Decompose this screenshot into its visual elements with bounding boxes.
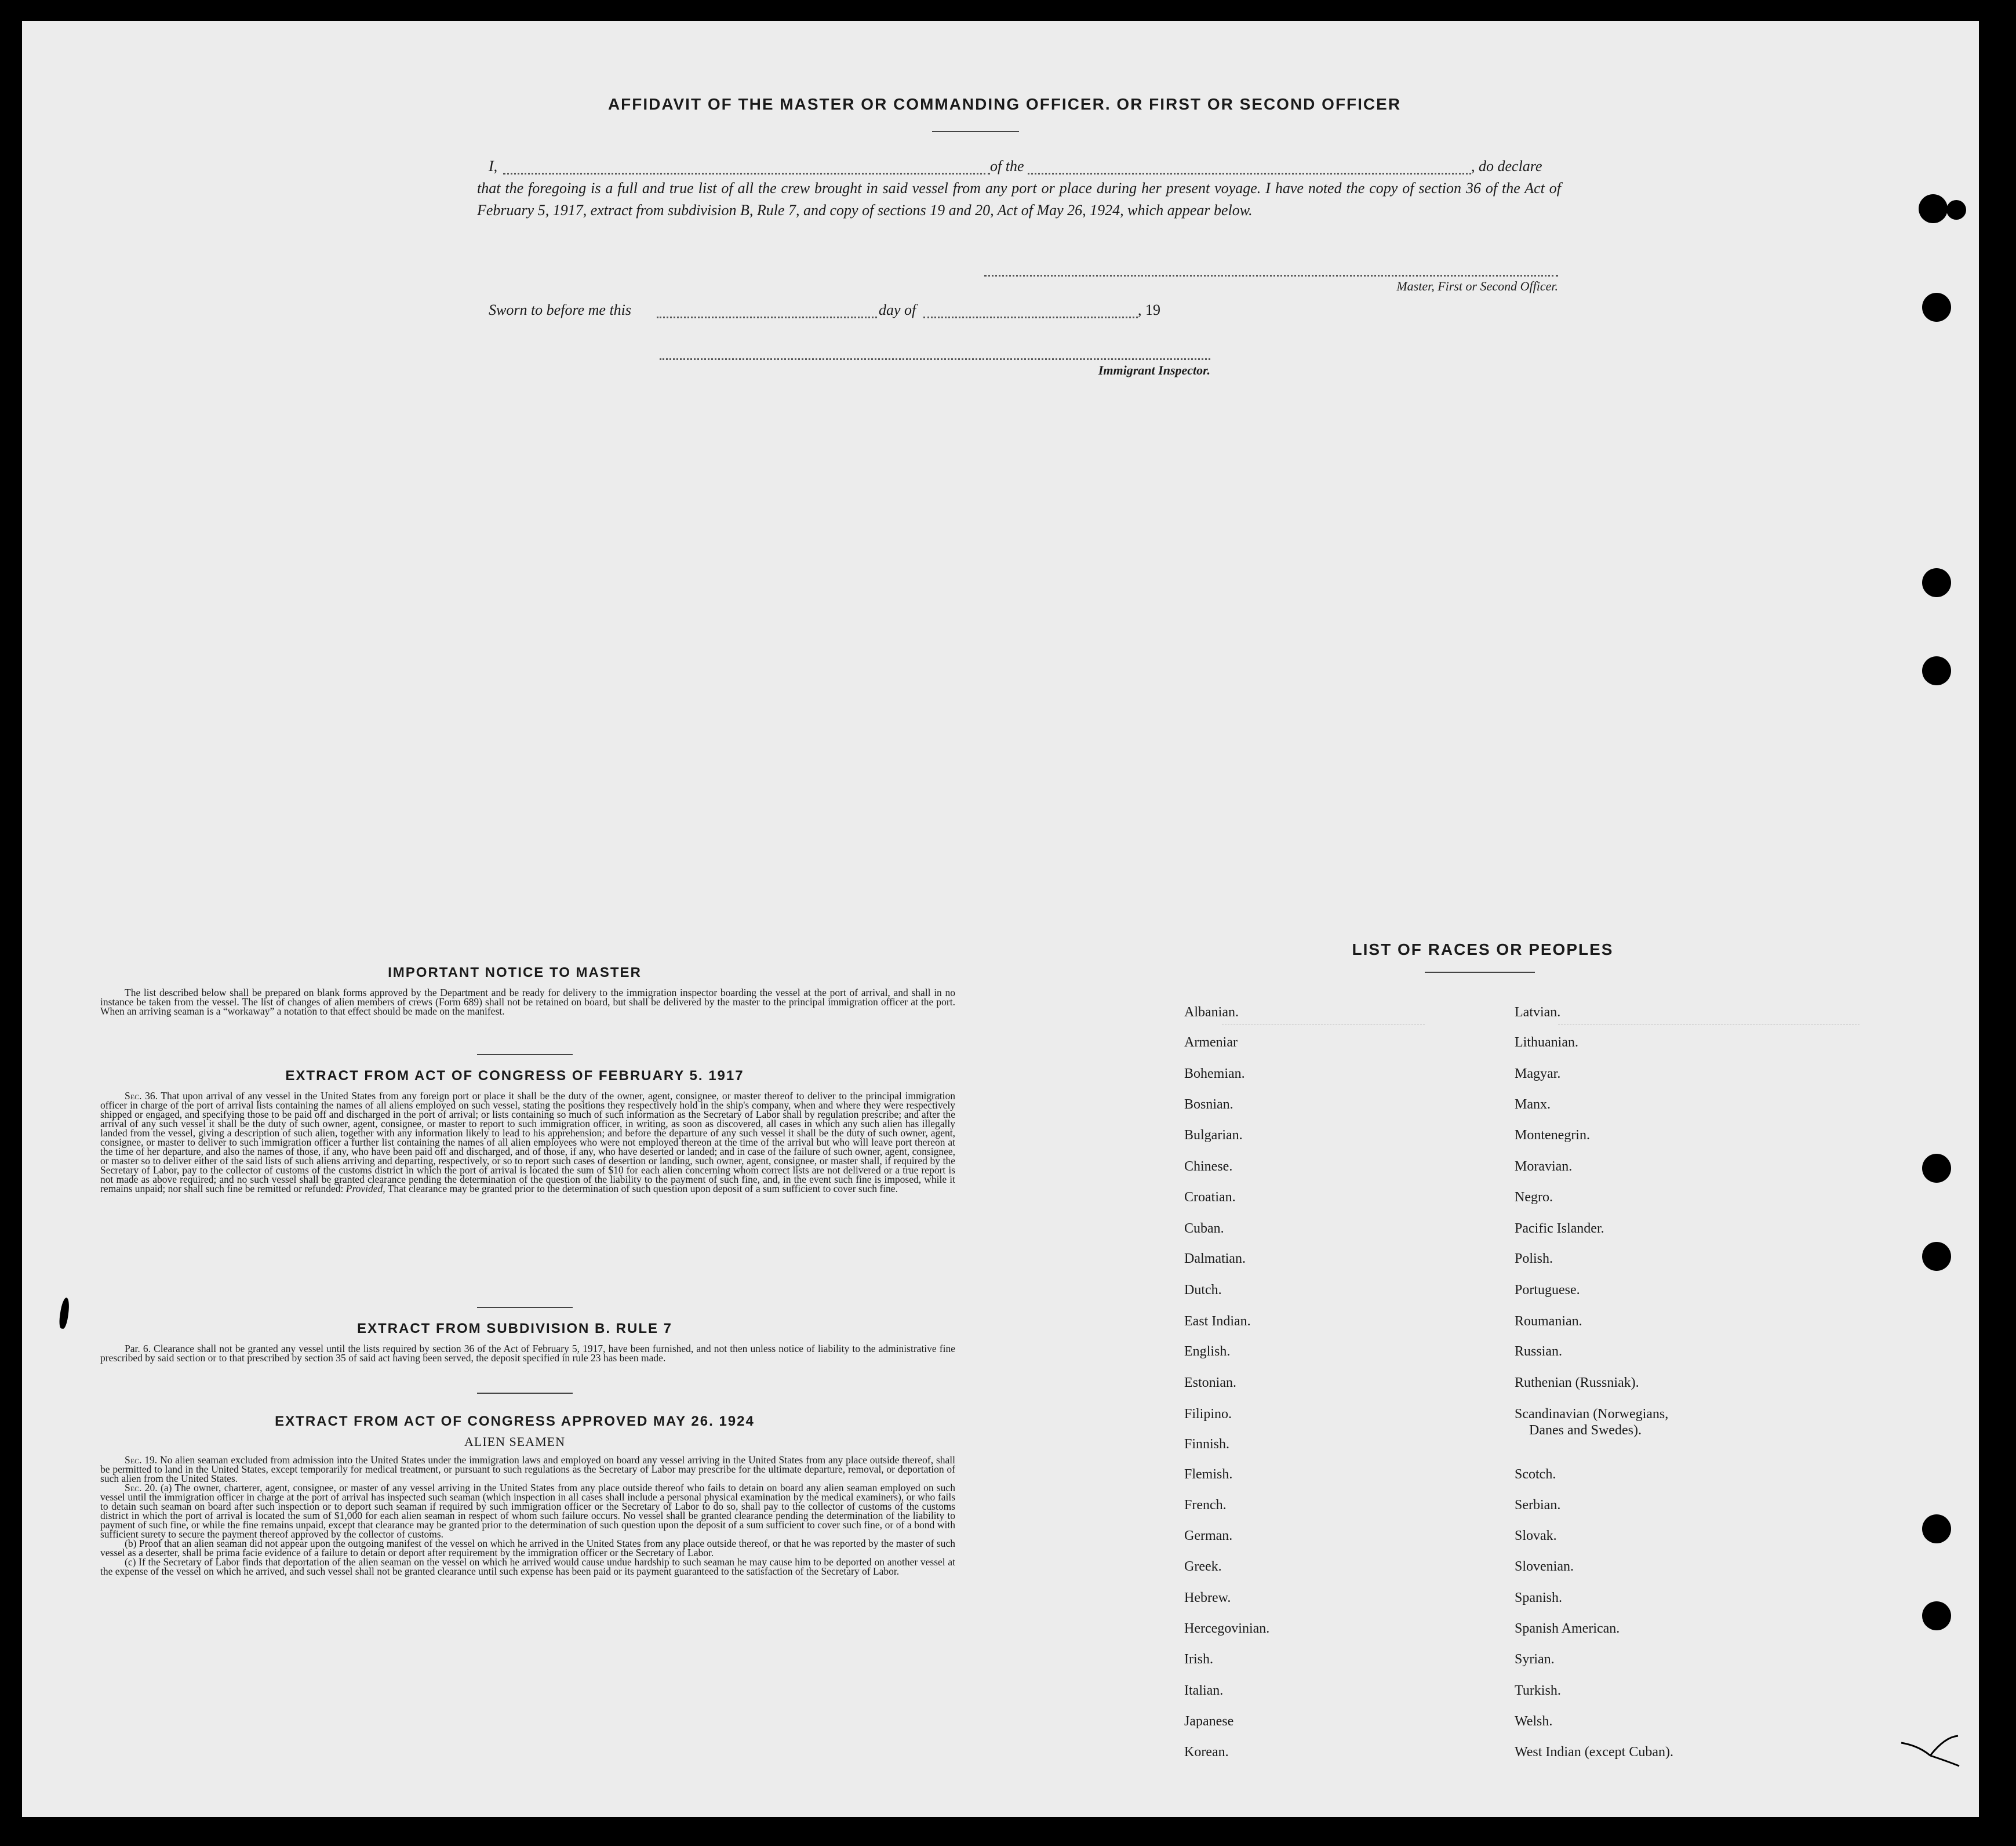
sworn-month-line <box>923 317 1138 318</box>
sec-19-label: Sec. 19. <box>125 1454 158 1466</box>
race-left-item: Dalmatian. <box>1184 1251 1246 1266</box>
sworn-label: Sworn to before me this <box>489 301 632 318</box>
affidavit-title-rule <box>932 131 1019 132</box>
extract-1917-section <box>100 1091 955 1193</box>
race-right-item: Spanish American. <box>1515 1621 1620 1636</box>
punch-hole-4 <box>1922 656 1951 685</box>
race-right-item: Scandinavian (Norwegians, <box>1515 1407 1669 1422</box>
sec-19-paragraph <box>100 1455 955 1483</box>
race-right-item: Slovak. <box>1515 1528 1557 1543</box>
inspector-signature-line <box>660 358 1210 360</box>
race-left-item: Bulgarian. <box>1184 1128 1243 1143</box>
sec-19-text: No alien seaman excluded from admission into the United States under the immigration laws and employed on board any vessel arriving in the United States from any place outside thereof, shall be permitted to land in the United States, except temporarily for medical treatment, or pursuant to such regulations as the Secretary of Labor may prescribe for the ultimate departure, removal, or deportation of such alien from the United States. <box>100 1454 956 1484</box>
race-left-item: Armeniar <box>1184 1035 1238 1050</box>
sworn-day-line <box>657 317 877 318</box>
race-left-item: Cuban. <box>1184 1221 1224 1236</box>
notice-rule <box>477 1054 573 1055</box>
race-left-item: Hercegovinian. <box>1184 1621 1270 1636</box>
race-right-item: Magyar. <box>1515 1066 1561 1081</box>
punch-hole-7 <box>1922 1514 1951 1543</box>
notice-section <box>100 988 955 1016</box>
affidavit-body: that the foregoing is a full and true list of all the crew brought in said vessel from any port or place during her present voyage. I have noted the copy of section 36 of the Act of February 5, 1917, extract from subdivision B, Rule 7, and copy of sections 19 and 20, Act of May 26, 1924, which appear below. <box>477 180 1561 219</box>
affidavit-do-declare: , do declare <box>1471 158 1542 175</box>
race-left-item: German. <box>1184 1528 1233 1543</box>
race-right-item: Roumanian. <box>1515 1314 1582 1329</box>
rule-7-title: EXTRACT FROM SUBDIVISION B. RULE 7 <box>356 1321 673 1336</box>
race-right-item: Pacific Islander. <box>1515 1221 1604 1236</box>
race-right-item: Turkish. <box>1515 1683 1561 1698</box>
race-left-item: East Indian. <box>1184 1314 1251 1329</box>
punch-hole-5 <box>1922 1154 1951 1183</box>
race-left-item: Estonian. <box>1184 1375 1236 1390</box>
race-right-item: Slovenian. <box>1515 1559 1574 1574</box>
race-right-item: Spanish. <box>1515 1590 1563 1605</box>
rule-7-rule <box>477 1393 573 1394</box>
master-signature-label: Master, First or Second Officer. <box>1396 279 1558 293</box>
extract-1917-rule <box>477 1307 573 1308</box>
rule-7-section <box>100 1344 955 1362</box>
punch-hole-1 <box>1919 194 1948 223</box>
sec-20c-paragraph: (c) If the Secretary of Labor finds that deportation of the alien seaman on the vessel on which he arrived would cause undue hardship to such seaman he may cause him to be deported on another vessel at the expense of the vessel on which he arrived, and such vessel shall not be granted clearance until such expense has been paid or its payment guaranteed to the satisfaction of the Secretary of Labor. <box>100 1556 955 1577</box>
race-left-item: Filipino. <box>1184 1407 1232 1422</box>
sec-36-label: Sec. 36. <box>125 1090 158 1102</box>
notice-title: IMPORTANT NOTICE TO MASTER <box>388 965 642 980</box>
affidavit-i-label: I, <box>489 158 498 175</box>
sec-20-text: (a) The owner, charterer, agent, consignee, or master of any vessel arriving in the United States from any place outside thereof who fails to detain on board any alien seaman employed on such vessel until the immigration officer in charge at the port of arrival has inspected such seaman (which inspection in all cases shall include a personal physical examination by the medical examiners), or who fails to detain such seaman on board after such inspection or to deport such seaman if required by such immigration officer or the Secretary of Labor to do so, shall pay to the collector of customs of the customs district in which the port of arrival is located the sum of $1,000 for each alien seaman in respect of whom such failure occurs. No vessel shall be granted clearance pending the determination of the liability to payment of such fine, or while the fine remains unpaid, except that clearance may be granted prior to the determination of such question upon the deposit of a sum sufficient to cover such fine, or of a bond with sufficient surety to secure the payment thereof approved by the collector of customs. <box>100 1482 956 1540</box>
race-left-item: Finnish. <box>1184 1437 1230 1452</box>
race-left-item: Dutch. <box>1184 1282 1222 1298</box>
race-left-item: Korean. <box>1184 1745 1229 1760</box>
race-right-item: Syrian. <box>1515 1652 1555 1667</box>
extract-1924-section <box>100 1455 955 1576</box>
race-left-item: French. <box>1184 1498 1227 1513</box>
race-right-item: Danes and Swedes). <box>1529 1423 1642 1438</box>
extract-1917-title: EXTRACT FROM ACT OF CONGRESS OF FEBRUARY 5. 1917 <box>285 1068 744 1084</box>
provided-word: Provided, <box>345 1183 385 1194</box>
sec-20-label: Sec. 20. <box>125 1482 158 1493</box>
affidavit-vessel-line <box>1028 173 1471 175</box>
race-right-item: Latvian. <box>1515 1005 1561 1020</box>
race-left-item: Bosnian. <box>1184 1097 1233 1112</box>
race-right-item: Lithuanian. <box>1515 1035 1578 1050</box>
race-right-item: Russian. <box>1515 1344 1563 1359</box>
race-left-item: English. <box>1184 1344 1231 1359</box>
affidavit-name-line <box>503 173 990 175</box>
punch-hole-8 <box>1922 1601 1951 1630</box>
race-left-item: Flemish. <box>1184 1467 1233 1482</box>
alien-seamen-subtitle: ALIEN SEAMEN <box>464 1434 565 1449</box>
punch-hole-2 <box>1922 293 1951 322</box>
day-of-label: day of <box>879 301 916 318</box>
race-right-item: Negro. <box>1515 1190 1553 1205</box>
sec-20b-paragraph: (b) Proof that an alien seaman did not appear upon the outgoing manifest of the vessel on which he arrived in the United States from any place outside thereof, or that he was reported by the master of such vessel as a deserter, shall be prima facie evidence of a failure to detain or deport after requirement by the immigration officer or the Secretary of Labor. <box>100 1538 955 1558</box>
year-label: , 19 <box>1138 301 1160 318</box>
race-left-item: Bohemian. <box>1184 1066 1245 1081</box>
races-title-rule <box>1425 972 1535 973</box>
rule-7-body: Par. 6. Clearance shall not be granted any vessel until the lists required by section 36 of the Act of February 5, 1917, have been furnished, and not then unless notice of liability to the administrative fine prescribed by said section or to that prescribed by section 35 of said act having been served, the deposit specified in rule 23 has been made. <box>100 1343 955 1364</box>
affidavit-title: AFFIDAVIT OF THE MASTER OR COMMANDING OFFICER. OR FIRST OR SECOND OFFICER <box>607 95 1402 113</box>
race-right-item: West Indian (except Cuban). <box>1515 1745 1673 1760</box>
punch-hole-6 <box>1922 1242 1951 1271</box>
sec-36-tail: That clearance may be granted prior to the determination of such question upon deposit of a sum sufficient to cover such fine. <box>387 1183 898 1194</box>
extract-1917-body <box>100 1091 955 1193</box>
race-right-item: Serbian. <box>1515 1498 1561 1513</box>
inspector-signature-label: Immigrant Inspector. <box>1098 363 1210 377</box>
race-right-item: Welsh. <box>1515 1714 1553 1729</box>
race-left-item: Irish. <box>1184 1652 1213 1667</box>
race-right-item: Ruthenian (Russniak). <box>1515 1375 1639 1390</box>
race-left-item: Hebrew. <box>1184 1590 1231 1605</box>
punch-hole-3 <box>1922 568 1951 597</box>
document-page <box>22 21 1979 1817</box>
corner-check-mark <box>1895 1725 1965 1772</box>
race-right-item: Scotch. <box>1515 1467 1556 1482</box>
race-left-item: Greek. <box>1184 1559 1222 1574</box>
punch-hole-1b <box>1946 200 1966 220</box>
sec-36-text: That upon arrival of any vessel in the United States from any foreign port or place it shall be the duty of the owner, agent, consignee, or master thereof to deliver to the principal immigration officer in charge of the port of arrival lists containing the names of all aliens employed on such vessel, stating the positions they respectively hold in the ship's company, when and where they were respectively shipped or engaged, and specifying those to be paid off and discharged in the port of arrival; or lists containing so much of such information as the Secretary of Labor shall by regulation prescribe; and after the arrival of any such vessel it shall be the duty of such owner, agent, consignee, or master to report to such immigration officer, in writing, as soon as discovered, all cases in which any such alien has illegally landed from the vessel, giving a description of such alien, together with any information likely to lead to his apprehension; and before the departure of any such vessel it shall be the duty of such owner, agent, consignee, or master to deliver to such immigration officer a further list containing the names of all alien employees who were not employed thereon at the time of the arrival but who will leave port thereon at the time of her departure, and also the names of those, if any, who have been paid off and discharged, and of those, if any, who have deserted or landed; and in case of the failure of such owner, agent, consignee, or master so to deliver either of the said lists of such aliens arriving and departing, respectively, or so to report such cases of desertion or landing, such owner, agent, consignee, or master shall, if required by the Secretary of Labor, pay to the collector of customs of the customs district in which the port of arrival is located the sum of $10 for each alien concerning whom correct lists are not delivered or a true report is not made as above required; and no such vessel shall be granted clearance pending the determination of the question of the liability to the payment of such fine, and, in the event such fine is imposed, while it remains unpaid; nor shall such fine be remitted or refunded: <box>100 1090 955 1194</box>
race-right-item: Montenegrin. <box>1515 1128 1590 1143</box>
race-left-item: Italian. <box>1184 1683 1224 1698</box>
races-title: LIST OF RACES OR PEOPLES <box>1352 940 1614 958</box>
race-right-item: Polish. <box>1515 1251 1553 1266</box>
race-left-item: Croatian. <box>1184 1190 1236 1205</box>
affidavit-of-the: of the <box>990 158 1024 175</box>
extract-1924-title: EXTRACT FROM ACT OF CONGRESS APPROVED MAY 26. 1924 <box>275 1413 755 1429</box>
notice-body: The list described below shall be prepared on blank forms approved by the Department and be ready for delivery to the immigration inspector boarding the vessel at the port of arrival, and shall in no instance be taken from the vessel. The list of changes of alien members of crews (Form 689) shall not be retained on board, but shall be delivered by the master to the principal immigration officer at the port. When an arriving seaman is a “workaway” a notation to that effect should be made on the manifest. <box>100 987 955 1017</box>
race-left-item: Albanian. <box>1184 1005 1239 1020</box>
race-right-item: Portuguese. <box>1515 1282 1580 1298</box>
race-right-item: Manx. <box>1515 1097 1551 1112</box>
sec-20-paragraph <box>100 1483 955 1539</box>
race-left-item: Chinese. <box>1184 1159 1233 1174</box>
race-right-item: Moravian. <box>1515 1159 1573 1174</box>
master-signature-line <box>984 275 1558 277</box>
race-left-item: Japanese <box>1184 1714 1234 1729</box>
